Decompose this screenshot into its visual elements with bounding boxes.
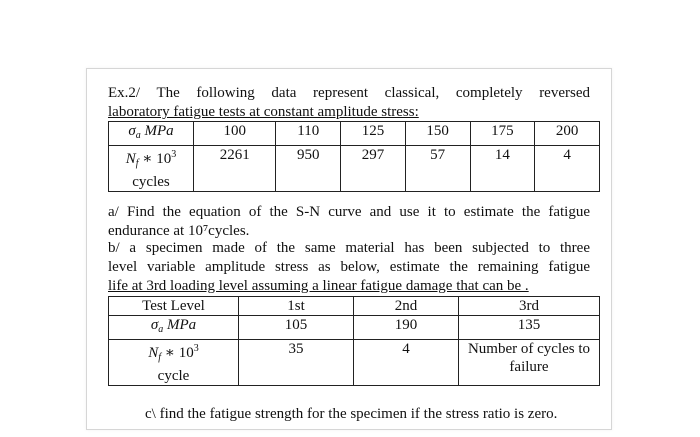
table-cell: 35 xyxy=(239,340,354,386)
cycles-to-failure-label: $N_f$ ∗ $10^3$ cycles xyxy=(109,146,194,192)
table-row xyxy=(109,340,600,386)
stress-amplitude-label: $\sigma_a$ MPa xyxy=(109,122,194,146)
table-cell: 4 xyxy=(354,340,459,386)
table-cell: 105 xyxy=(239,316,354,340)
part-a-line-2: endurance at 10⁷cycles. xyxy=(108,223,250,239)
table-row xyxy=(109,316,600,340)
table-cell: 57 xyxy=(405,146,470,192)
table-cell: 2261 xyxy=(194,146,276,192)
part-b-line-3-text: life at 3rd loading level assuming a linear fatigue damage that can be . xyxy=(108,278,529,294)
part-b-line-1: b/ a specimen made of the same material has been subjected to three xyxy=(108,240,590,256)
part-a-paragraph xyxy=(108,203,590,241)
intro-line-2-text: laboratory fatigue tests at constant amplitude stress: xyxy=(108,104,419,120)
failure-note: Number of cycles to failure xyxy=(467,341,591,375)
header-cell: 1st xyxy=(239,297,354,316)
header-cell: Test Level xyxy=(109,297,239,316)
part-b-line-2: level variable amplitude stress as below, estimate the remaining fatigue xyxy=(108,259,590,275)
cycles-unit: cycles xyxy=(132,174,170,190)
table-cell: 125 xyxy=(341,122,406,146)
table-row xyxy=(109,122,600,146)
cycles-to-failure-label: $N_f$ ∗ $10^3$ cycle xyxy=(109,340,239,386)
header-cell: 2nd xyxy=(354,297,459,316)
table-row xyxy=(109,297,600,316)
stress-amplitude-label: $\sigma_a$ MPa xyxy=(109,316,239,340)
part-c-text: c\ find the fatigue strength for the specimen if the stress ratio is zero. xyxy=(145,406,558,422)
intro-line-2 xyxy=(108,103,590,122)
table-cell: 190 xyxy=(354,316,459,340)
table-cell: 14 xyxy=(470,146,535,192)
table-cell: 950 xyxy=(276,146,341,192)
failure-note-cell xyxy=(459,340,600,386)
fatigue-data-table xyxy=(108,121,600,192)
loading-levels-table xyxy=(108,296,600,386)
table-cell: 110 xyxy=(276,122,341,146)
table-cell: 135 xyxy=(459,316,600,340)
table-cell: 175 xyxy=(470,122,535,146)
intro-paragraph xyxy=(108,84,590,122)
table-cell: 200 xyxy=(535,122,600,146)
cycle-unit: cycle xyxy=(157,368,190,384)
table-row xyxy=(109,146,600,192)
table-cell: 4 xyxy=(535,146,600,192)
part-a-line-1: a/ Find the equation of the S-N curve and use it to estimate the fatigue xyxy=(108,204,590,220)
table-cell: 297 xyxy=(341,146,406,192)
table-cell: 150 xyxy=(405,122,470,146)
part-b-paragraph xyxy=(108,239,590,296)
intro-line-1: Ex.2/ The following data represent classical, completely reversed xyxy=(108,85,590,101)
part-c-paragraph xyxy=(145,405,595,424)
part-b-line-3 xyxy=(108,277,590,296)
table-cell: 100 xyxy=(194,122,276,146)
header-cell: 3rd xyxy=(459,297,600,316)
